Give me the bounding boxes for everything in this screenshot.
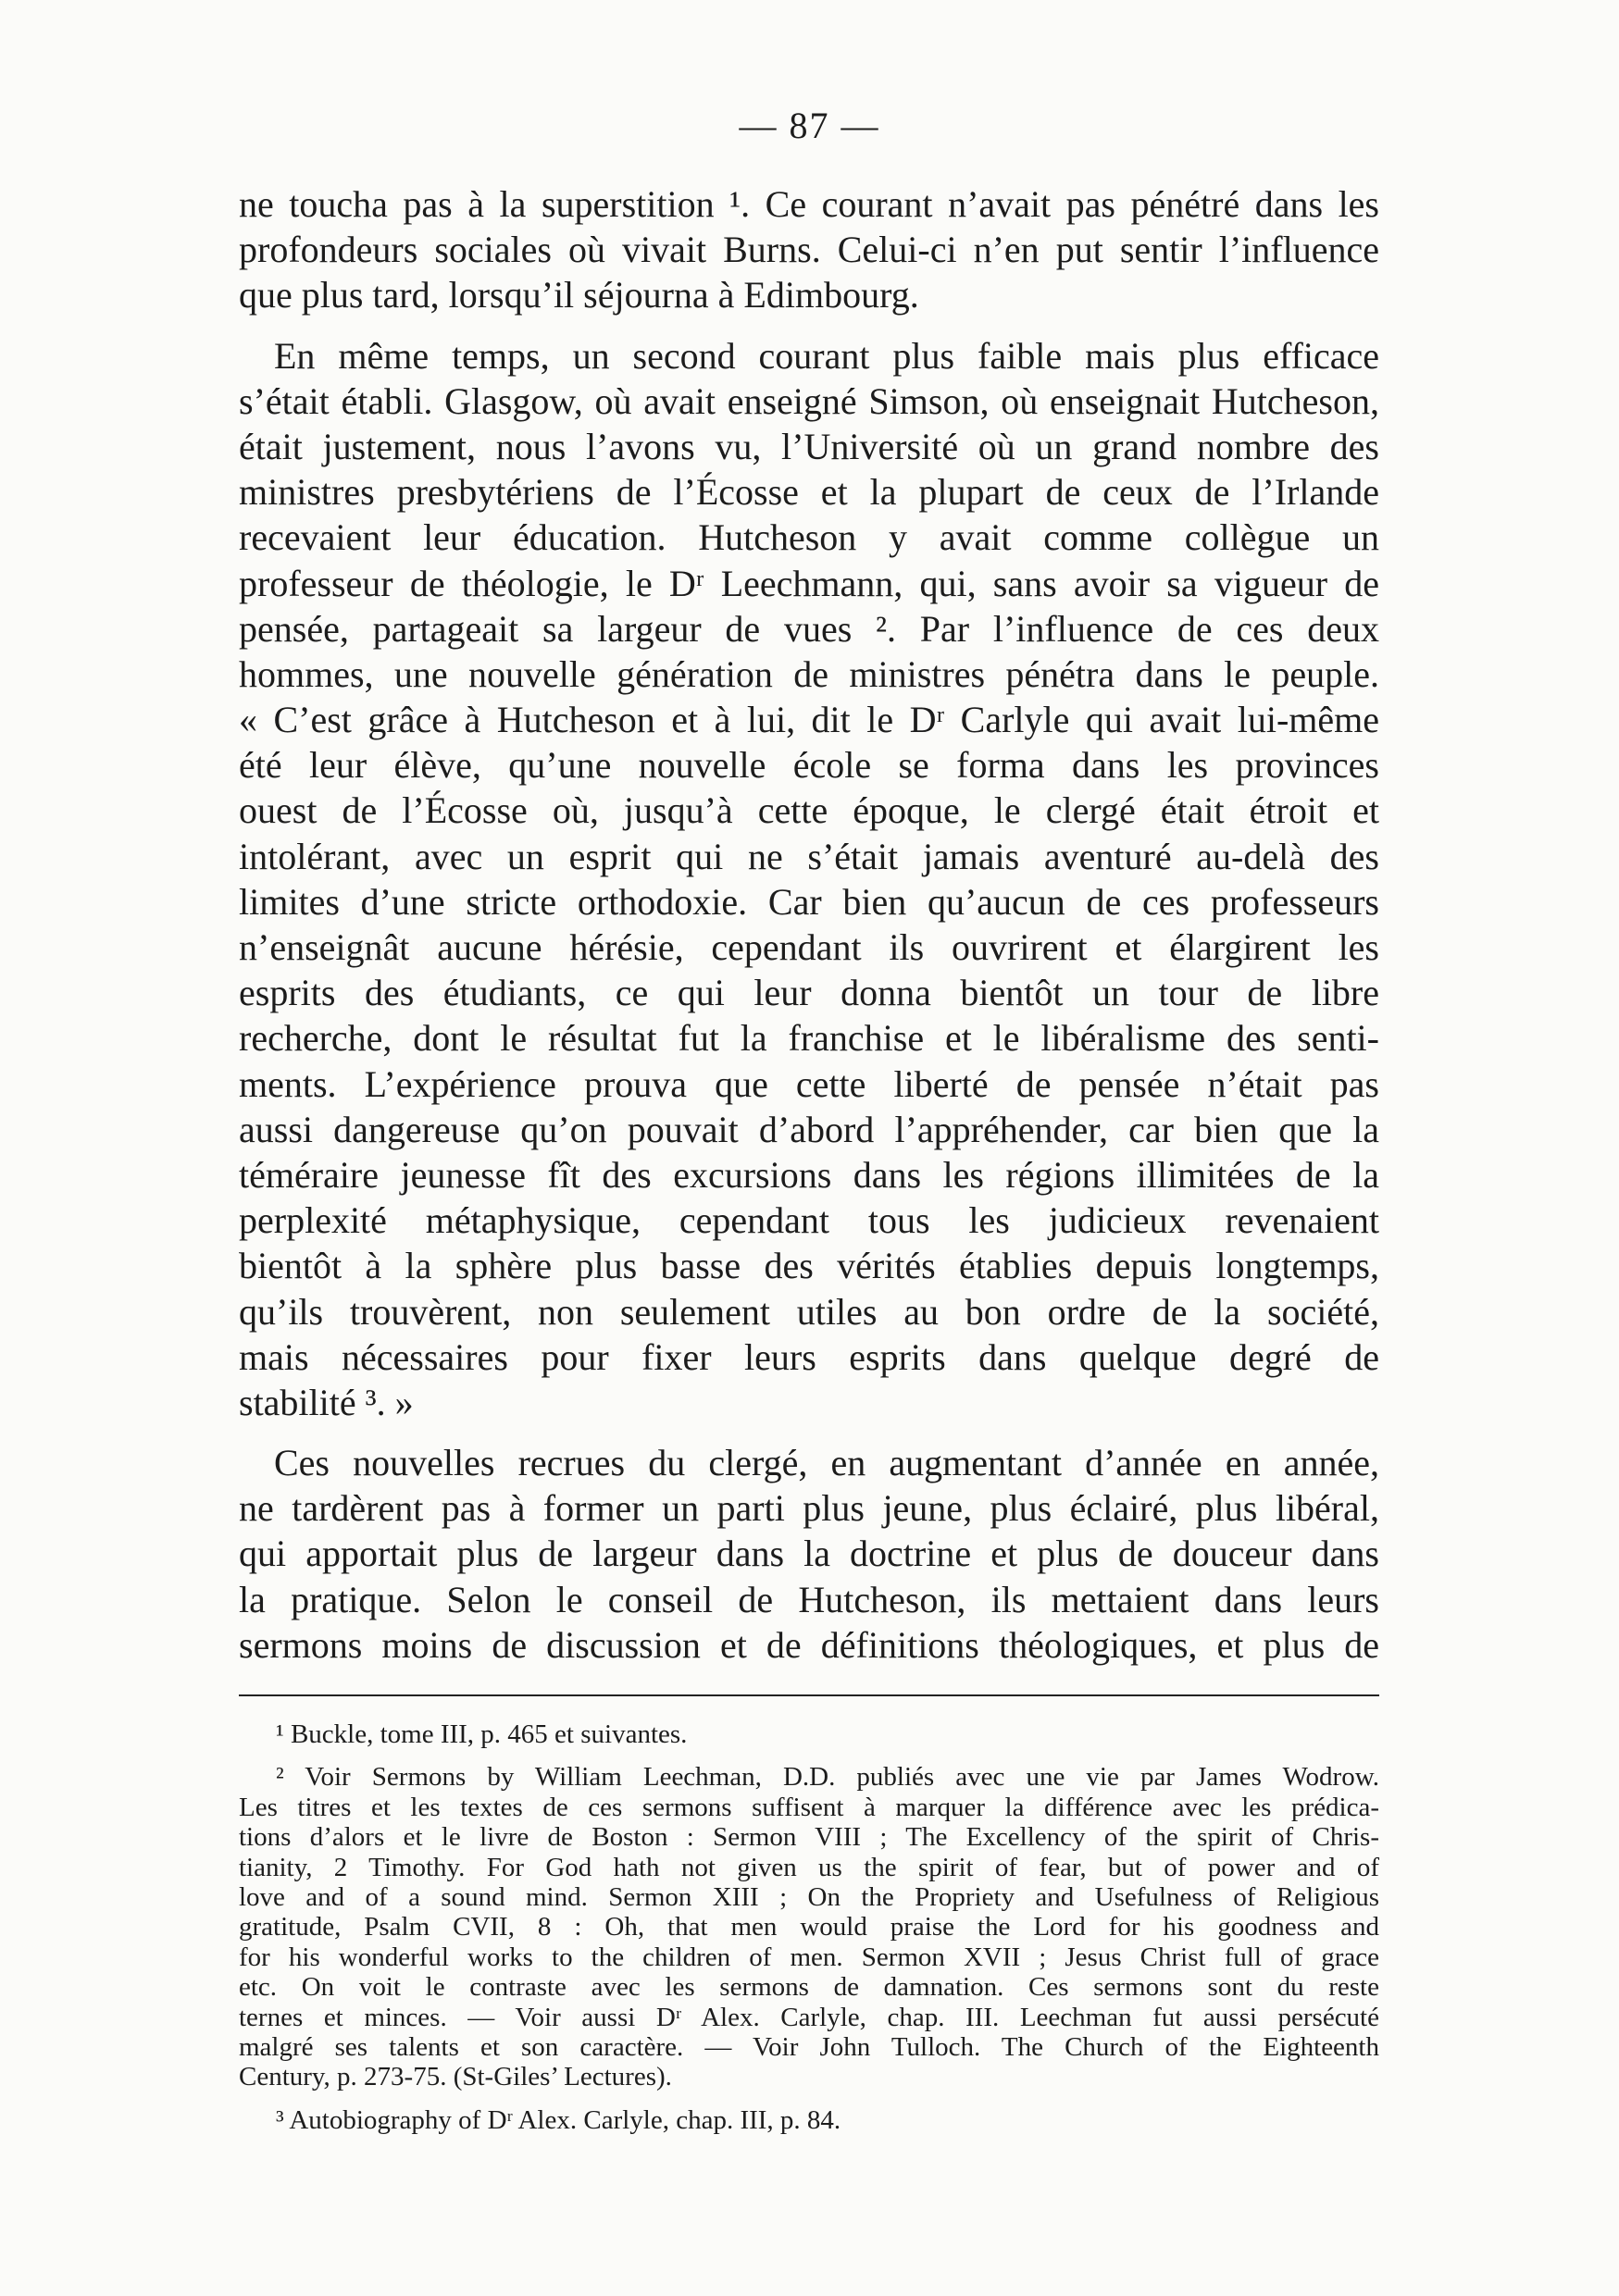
text-line: qu’ils trouvèrent, non seulement utiles au bon ordre de la société, — [239, 1290, 1379, 1333]
footnote-line: Les titres et les textes de ces sermons suffisent à marquer la différence avec les prédica- — [239, 1792, 1379, 1822]
footnote-line: ¹ Buckle, tome III, p. 465 et suivantes. — [276, 1719, 688, 1749]
text-line: Ces nouvelles recrues du clergé, en augmentant d’année en année, — [274, 1442, 1379, 1484]
text-line: été leur élève, qu’une nouvelle école se forma dans les provinces — [239, 744, 1379, 787]
footnote-line: ternes et minces. — Voir aussi Dʳ Alex. Carlyle, chap. III. Leechman fut aussi persécuté — [239, 2002, 1379, 2032]
footnote-fn2 — [239, 1762, 1379, 2091]
text-line: que plus tard, lorsqu’il séjourna à Edimbourg. — [239, 274, 919, 316]
text-line: intolérant, avec un esprit qui ne s’était jamais aventuré au-delà des — [239, 835, 1379, 877]
text-line: aussi dangereuse qu’on pouvait d’abord l’appréhender, car bien que la — [239, 1108, 1379, 1150]
footnote-line: ³ Autobiography of Dʳ Alex. Carlyle, chap. III, p. 84. — [276, 2104, 841, 2135]
footnote-line: tions d’alors et le livre de Boston : Sermon VIII ; The Excellency of the spirit of Chris- — [239, 1822, 1379, 1853]
text-line: profondeurs sociales où vivait Burns. Celui-ci n’en put sentir l’influence — [239, 229, 1379, 271]
text-line: téméraire jeunesse fît des excursions dans les régions illimitées de la — [239, 1153, 1379, 1196]
text-line: ne tardèrent pas à former un parti plus jeune, plus éclairé, plus libéral, — [239, 1487, 1379, 1530]
text-line: sermons moins de discussion et de définitions théologiques, et plus de — [239, 1623, 1379, 1666]
text-line: qui apportait plus de largeur dans la doctrine et plus de douceur dans — [239, 1533, 1379, 1575]
text-line: ments. L’expérience prouva que cette liberté de pensée n’était pas — [239, 1062, 1379, 1105]
page-number: — 87 — — [739, 105, 880, 146]
text-line: perplexité métaphysique, cependant tous les judicieux revenaient — [239, 1199, 1379, 1242]
footnote-line: gratitude, Psalm CVII, 8 : Oh, that men would praise the Lord for his goodness and — [239, 1912, 1379, 1942]
text-line: recevaient leur éducation. Hutcheson y avait comme collègue un — [239, 516, 1379, 559]
text-line: ministres presbytériens de l’Écosse et la plupart de ceux de l’Irlande — [239, 471, 1379, 514]
text-line: bientôt à la sphère plus basse des vérités établies depuis longtemps, — [239, 1245, 1379, 1287]
text-line: professeur de théologie, le Dʳ Leechmann, qui, sans avoir sa vigueur de — [239, 562, 1379, 604]
text-line: stabilité ³. » — [239, 1381, 414, 1423]
paragraph-gap — [239, 318, 1379, 333]
footnote-gap — [239, 2092, 1379, 2105]
text-line: En même temps, un second courant plus faible mais plus efficace — [274, 334, 1379, 377]
text-line: pensée, partageait sa largeur de vues ². Par l’influence de ces deux — [239, 607, 1379, 650]
paragraph-gap — [239, 1425, 1379, 1440]
footnote-line: for his wonderful works to the children of men. Sermon XVII ; Jesus Christ full of grace — [239, 1942, 1379, 1972]
text-line: « C’est grâce à Hutcheson et à lui, dit le Dʳ Carlyle qui avait lui-même — [239, 699, 1379, 741]
footnote-gap — [239, 1749, 1379, 1762]
footnote-divider — [239, 1694, 1379, 1696]
text-line: ne toucha pas à la superstition ¹. Ce courant n’avait pas pénétré dans les — [239, 183, 1379, 225]
text-line: mais nécessaires pour fixer leurs esprits dans quelque degré de — [239, 1335, 1379, 1378]
text-line: hommes, une nouvelle génération de ministres pénétra dans le peuple. — [239, 652, 1379, 695]
text-line: recherche, dont le résultat fut la franchise et le libéralisme des senti- — [239, 1017, 1379, 1060]
text-line: la pratique. Selon le conseil de Hutcheson, ils mettaient dans leurs — [239, 1578, 1379, 1620]
text-line: limites d’une stricte orthodoxie. Car bien qu’aucun de ces professeurs — [239, 880, 1379, 923]
footnote-line: Century, p. 273-75. (St-Giles’ Lectures). — [239, 2062, 672, 2092]
footnote-fn3 — [239, 2105, 1379, 2135]
footnote-line: tianity, 2 Timothy. For God hath not given us the spirit of fear, but of power and of — [239, 1852, 1379, 1882]
text-line: s’était établi. Glasgow, où avait enseigné Simson, où enseignait Hutcheson, — [239, 379, 1379, 422]
main-text — [239, 181, 1379, 1668]
footnote-line: love and of a sound mind. Sermon XIII ; On the Propriety and Usefulness of Religious — [239, 1881, 1379, 1912]
text-line: n’enseignât aucune hérésie, cependant ils ouvrirent et élargirent les — [239, 926, 1379, 968]
text-line: était justement, nous l’avons vu, l’Université où un grand nombre des — [239, 425, 1379, 467]
footnote-line: etc. On voit le contraste avec les sermons de damnation. Ces sermons sont du reste — [239, 1972, 1379, 2003]
text-line: esprits des étudiants, ce qui leur donna bientôt un tour de libre — [239, 972, 1379, 1014]
footnotes — [239, 1719, 1379, 2135]
footnote-line: ² Voir Sermons by William Leechman, D.D. publiés avec une vie par James Wodrow. — [276, 1762, 1379, 1793]
footnote-fn1 — [239, 1719, 1379, 1749]
text-line: ouest de l’Écosse où, jusqu’à cette époque, le clergé était étroit et — [239, 789, 1379, 832]
footnote-line: malgré ses talents et son caractère. — Voir John Tulloch. The Church of the Eighteenth — [239, 2031, 1379, 2062]
